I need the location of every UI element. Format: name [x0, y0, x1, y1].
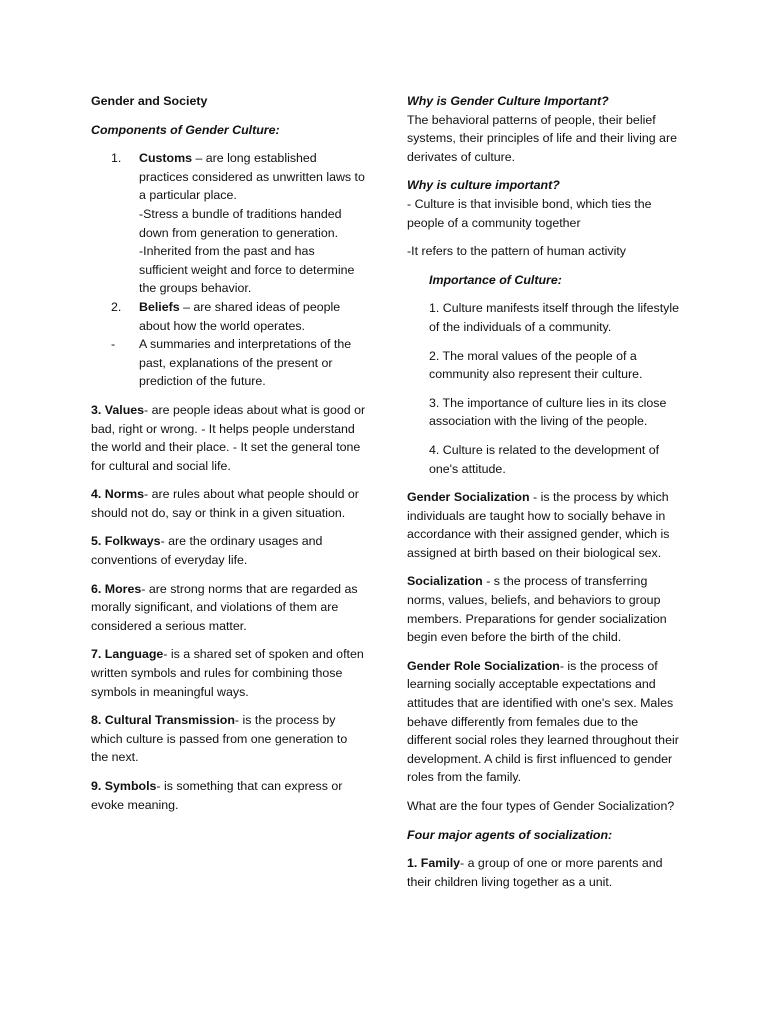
term-norms: 4. Norms	[91, 487, 145, 502]
term-socialization: Socialization	[407, 574, 483, 589]
why-gender-culture-text: The behavioral patterns of people, their belief systems, their principles of life and their living are derivates of culture.	[407, 112, 677, 164]
item-folkways	[91, 532, 366, 569]
term-values: 3. Values	[91, 402, 145, 417]
definition-symbols: - is something that can express or evoke meaning.	[91, 779, 343, 812]
item-cultural-transmission	[91, 711, 366, 767]
item-symbols	[91, 777, 366, 814]
definition-norms: - are rules about what people should or should not do, say or think in a given situation.	[91, 487, 359, 520]
definition-customs: – are long established practices considered as unwritten laws to a particular place.	[139, 151, 365, 203]
why-culture-text-2: -It refers to the pattern of human activity	[407, 244, 627, 259]
definition-values: - are people ideas about what is good or bad, right or wrong. - It helps people understand the world and their place. - It set the general tone for cultural and social life.	[91, 402, 366, 473]
importance-item-1: 1. Culture manifests itself through the lifestyle of the individuals of a community.	[429, 301, 679, 334]
term-family: 1. Family	[407, 856, 461, 871]
definition-mores: - are strong norms that are regarded as morally significant, and violations of them are considered a serious matter.	[91, 581, 358, 633]
item-norms	[91, 485, 366, 522]
item-language	[91, 645, 366, 701]
definition-folkways: - are the ordinary usages and conventions of everyday life.	[91, 534, 323, 568]
importance-item-3: 3. The importance of culture lies in its close association with the living of the people.	[429, 395, 667, 429]
list-item-beliefs	[91, 298, 366, 335]
customs-note-1: -Stress a bundle of traditions handed down from generation to generation.	[139, 206, 342, 240]
list-marker: -	[111, 337, 116, 352]
right-column	[407, 92, 679, 891]
definition-socialization: - s the process of transferring norms, values, beliefs, and behaviors to group members. Preparations for gender socialization begin even before the birth of the child.	[407, 574, 667, 645]
definition-beliefs: – are shared ideas of people about how the world operates.	[139, 299, 341, 333]
definition-summaries: A summaries and interpretations of the past, explanations of the present or prediction of the future.	[139, 337, 352, 389]
term-customs: Customs	[139, 151, 193, 166]
customs-note-2: -Inherited from the past and has sufficient weight and force to determine the groups behavior.	[139, 244, 355, 296]
definition-cultural-transmission: - is the process by which culture is passed from one generation to the next.	[91, 713, 348, 765]
definition-language: - is a shared set of spoken and often written symbols and rules for combining those symbols in meaningful ways.	[91, 647, 364, 699]
list-item-customs	[91, 149, 366, 205]
def-socialization	[407, 572, 679, 646]
definition-family: - a group of one or more parents and their children living together as a unit.	[407, 856, 663, 889]
term-gender-socialization: Gender Socialization	[407, 490, 530, 505]
components-list	[91, 149, 366, 391]
agent-family	[407, 854, 679, 891]
list-item-summaries	[91, 335, 366, 391]
why-gender-culture-heading: Why is Gender Culture Important?	[407, 94, 609, 108]
list-marker: 1.	[111, 151, 122, 166]
why-culture-heading: Why is culture important?	[407, 178, 560, 193]
list-marker: 2.	[111, 299, 122, 314]
why-culture-text-1: - Culture is that invisible bond, which ties the people of a community together	[407, 196, 652, 230]
term-gender-role-socialization: Gender Role Socialization	[407, 658, 560, 673]
term-mores: 6. Mores	[91, 581, 142, 596]
importance-item-2: 2. The moral values of the people of a community also represent their culture.	[429, 348, 643, 382]
def-gender-socialization	[407, 488, 679, 562]
term-folkways: 5. Folkways	[91, 534, 161, 549]
document-title: Gender and Society	[91, 94, 208, 108]
importance-item-4: 4. Culture is related to the development of one's attitude.	[429, 442, 660, 476]
item-values	[91, 401, 366, 475]
item-mores	[91, 580, 366, 636]
term-language: 7. Language	[91, 647, 164, 662]
left-column	[91, 92, 366, 814]
term-cultural-transmission: 8. Cultural Transmission	[91, 713, 235, 728]
term-beliefs: Beliefs	[139, 299, 180, 314]
term-symbols: 9. Symbols	[91, 779, 157, 793]
components-heading: Components of Gender Culture:	[91, 122, 280, 137]
def-gender-role-socialization	[407, 657, 679, 787]
definition-gender-role-socialization: - is the process of learning socially acceptable expectations and attitudes that are identified with one's sex. Males behave differently from females due to the different social roles they learned throughout their development. A child is first influenced to gender roles from the family.	[407, 658, 679, 785]
agents-heading: Four major agents of socialization:	[407, 827, 613, 842]
importance-heading: Importance of Culture:	[429, 272, 562, 287]
question-text: What are the four types of Gender Socialization?	[407, 799, 675, 813]
definition-gender-socialization: - is the process by which individuals are taught how to socially behave in accordance with their assigned gender, which is assigned at birth based on their biological sex.	[407, 490, 670, 560]
